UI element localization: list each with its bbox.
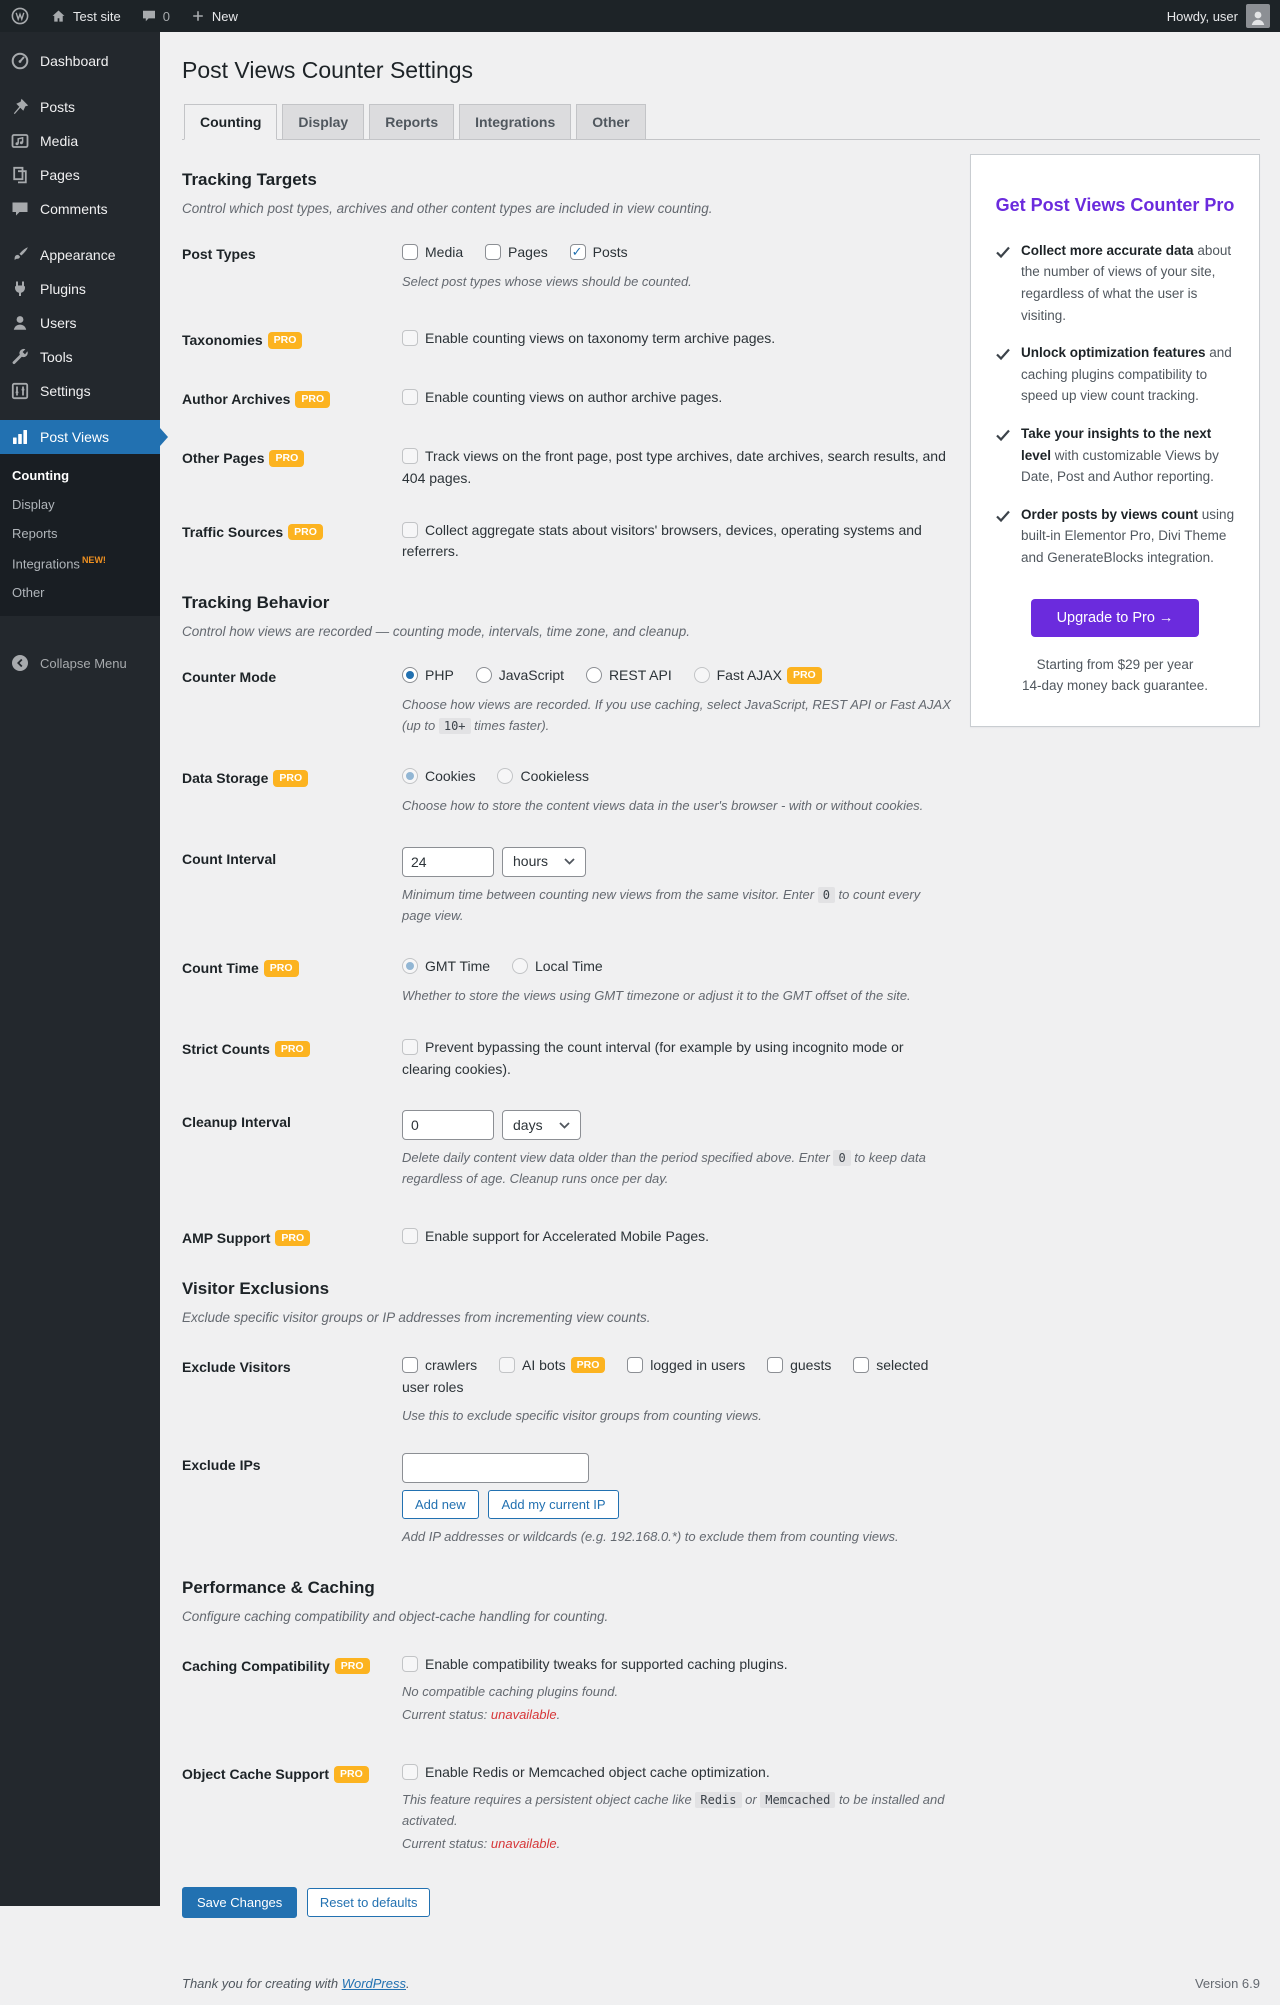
counter-mode-javascript-option[interactable]: JavaScript [476,667,564,683]
submenu-item-counting[interactable]: Counting [12,468,70,483]
strict-counts-option[interactable]: Prevent bypassing the count interval (for example by using incognito mode or clearing cookies). [402,1038,904,1077]
home-icon [50,8,67,25]
setting-row-count-interval [182,847,952,927]
menu-separator [0,408,160,420]
sidebar-label: Tools [40,349,73,365]
avatar [1246,4,1270,28]
radio-rest-api[interactable] [586,667,602,683]
radio-fast-ajax-disabled [694,667,710,683]
checkbox-posts-checked[interactable] [570,244,586,260]
pro-badge: PRO [295,391,330,408]
chart-bars-icon [10,427,30,447]
settings-icon [10,381,30,401]
check-icon [995,427,1011,488]
exclude-logged-in-option[interactable]: logged in users [627,1357,745,1373]
site-name: Test site [73,8,121,24]
setting-description: Select post types whose views should be counted. [402,273,692,289]
cleanup-interval-unit-select[interactable]: days [502,1110,581,1140]
amp-support-option[interactable]: Enable support for Accelerated Mobile Pages. [402,1228,709,1244]
pro-badge: PRO [787,667,822,684]
tab-integrations[interactable]: Integrations [459,104,571,140]
sidebar-item-pages[interactable] [0,158,160,192]
submenu-item-integrations[interactable]: Integrations $^{NEW!}$ [12,555,106,572]
pro-badge: PRO [268,332,303,349]
checkbox-crawlers[interactable] [402,1357,418,1373]
count-time-gmt-option[interactable]: GMT Time [402,958,490,974]
data-storage-cookies-option[interactable]: Cookies [402,768,476,784]
object-cache-option[interactable]: Enable Redis or Memcached object cache optimization. [402,1764,770,1780]
setting-row-post-types [182,242,952,292]
count-interval-input[interactable] [402,847,494,877]
pro-guarantee-line: 14-day money back guarantee. [1021,677,1209,693]
setting-row-exclude-visitors [182,1355,952,1427]
exclude-crawlers-option[interactable]: crawlers [402,1357,477,1373]
tab-reports[interactable]: Reports [369,104,454,140]
sidebar-label: Pages [40,167,80,183]
setting-description: Minimum time between counting new views from the same visitor. Enter 0 to count every page view. [402,886,921,923]
checkbox-media[interactable] [402,244,418,260]
wordpress-logo-icon [10,6,30,26]
comments-count: 0 [162,8,170,24]
dashboard-icon [10,51,30,71]
status-unavailable: unavailable [490,1836,557,1852]
object-cache-note: This feature requires a persistent object cache like Redis or Memcached to be installed and activated. [402,1791,945,1828]
setting-label: Count Interval [182,850,277,867]
setting-row-strict-counts [182,1037,952,1080]
tab-counting[interactable]: Counting [184,104,277,140]
tools-icon [10,347,30,367]
pro-upsell-card [970,154,1260,728]
caching-status: Current status: unavailable. [402,1707,561,1723]
sidebar-label: Media [40,133,79,149]
data-storage-cookieless-option[interactable]: Cookieless [497,768,588,784]
page-title: Post Views Counter Settings [182,57,474,83]
tab-other[interactable]: Other [576,104,645,140]
pro-feature: Order posts by views count using built-in Elementor Pro, Divi Theme and GenerateBlocks integration. [995,504,1235,569]
wordpress-link[interactable]: WordPress [341,1976,406,1992]
checkbox-strict-counts-disabled [402,1039,418,1055]
post-types-pages-option[interactable]: Pages [485,244,548,260]
exclude-ai-bots-option[interactable]: AI bots PRO [499,1357,605,1373]
settings-form [182,140,952,1918]
sidebar-item-post-views[interactable] [0,420,160,454]
admin-footer [182,1976,1260,2005]
save-changes-button[interactable]: Save Changes [182,1887,297,1918]
setting-row-count-time [182,956,952,1006]
checkbox-other-pages-disabled [402,448,418,464]
sidebar-item-users[interactable] [0,306,160,340]
checkbox-taxonomies-disabled [402,330,418,346]
author-archives-option[interactable]: Enable counting views on author archive pages. [402,389,722,405]
settings-tabs [182,104,1260,140]
radio-cookieless-disabled [497,768,513,784]
pro-price-line: Starting from $29 per year [1036,656,1194,672]
radio-php-selected[interactable] [402,667,418,683]
pro-badge: PRO [273,770,308,787]
status-unavailable: unavailable [490,1707,557,1723]
traffic-sources-option[interactable]: Collect aggregate stats about visitors' browsers, devices, operating systems and referrers. [402,521,922,560]
setting-label: Count Time PRO [182,956,402,1006]
setting-row-exclude-ips [182,1453,952,1548]
sidebar-label: Post Views [40,429,109,445]
checkbox-logged-in-users[interactable] [627,1357,643,1373]
main-content [160,32,1280,1992]
sidebar-label: Posts [40,99,76,115]
plugins-icon [10,279,30,299]
footer-thanks: Thank you for creating with WordPress. [182,1976,410,1992]
sidebar-item-media[interactable] [0,124,160,158]
setting-label: Cleanup Interval [182,1114,291,1131]
setting-row-other-pages [182,446,952,489]
checkbox-ai-bots-disabled [499,1357,515,1373]
radio-cookies-selected-disabled [402,768,418,784]
submenu-item-other[interactable]: Other [12,585,45,601]
setting-label: Author Archives PRO [182,387,402,410]
pro-badge: PRO [335,1658,370,1675]
site-name-menu[interactable] [40,0,131,32]
section-title-tracking-targets: Tracking Targets [182,169,317,189]
media-icon [10,131,30,151]
pro-badge: PRO [275,1041,310,1058]
checkbox-amp-disabled [402,1228,418,1244]
reset-defaults-button[interactable]: Reset to defaults [307,1888,431,1917]
sidebar-item-settings[interactable] [0,374,160,408]
pro-card-title: Get Post Views Counter Pro [995,194,1235,215]
pro-feature: Take your insights to the next level with customizable Views by Date, Post and Author reporting. [995,423,1235,488]
section-title-performance-caching: Performance & Caching [182,1577,375,1597]
sidebar-label: Settings [40,383,91,399]
chevron-down-icon [564,858,575,865]
menu-separator [0,226,160,238]
setting-description: Choose how to store the content views data in the user's browser - with or without cookies. [402,798,924,814]
section-description: Exclude specific visitor groups or IP addresses from incrementing view counts. [182,1309,651,1325]
pro-badge: PRO [334,1766,369,1783]
section-title-visitor-exclusions: Visitor Exclusions [182,1278,330,1298]
sidebar-item-comments[interactable] [0,192,160,226]
chevron-down-icon [559,1122,570,1129]
section-description: Control how views are recorded — counting mode, intervals, time zone, and cleanup. [182,624,691,640]
collapse-label: Collapse Menu [40,655,127,671]
sidebar-label: Appearance [40,247,116,263]
setting-description: Choose how views are recorded. If you use caching, select JavaScript, REST API or Fast AJAX (up to 10+ times faster). [402,696,951,733]
cleanup-interval-input[interactable] [402,1110,494,1140]
code-chip: 10+ [439,718,471,734]
other-pages-option[interactable]: Track views on the front page, post type archives, date archives, search results, and 404 pages. [402,448,946,487]
pro-badge: PRO [288,524,323,541]
section-description: Configure caching compatibility and object-cache handling for counting. [182,1608,609,1624]
exclude-roles-option[interactable]: selected user roles [402,1356,929,1395]
new-content-menu[interactable] [180,0,248,32]
account-menu[interactable] [1157,0,1280,32]
admin-bar [0,0,1280,32]
object-cache-status: Current status: unavailable. [402,1836,561,1852]
admin-sidebar [0,32,160,1906]
setting-row-cleanup-interval [182,1110,952,1190]
checkbox-author-archives-disabled [402,389,418,405]
setting-label: Exclude IPs [182,1457,261,1474]
code-chip: Memcached [760,1792,835,1808]
count-interval-unit-select[interactable]: hours [502,847,586,877]
setting-label: Caching Compatibility PRO [182,1654,402,1726]
comments-menu[interactable] [131,0,180,32]
footer-version: Version 6.9 [1194,1976,1260,1992]
radio-javascript[interactable] [476,667,492,683]
checkbox-selected-roles[interactable] [853,1357,869,1373]
setting-label: AMP Support PRO [182,1226,402,1249]
pin-icon [10,97,30,117]
setting-label: Traffic Sources PRO [182,520,402,563]
check-icon [995,244,1011,326]
taxonomies-option[interactable]: Enable counting views on taxonomy term archive pages. [402,330,775,346]
pro-feature: Unlock optimization features and caching plugins compatibility to speed up view count tracking. [995,342,1235,407]
post-types-posts-option[interactable]: ✓ Posts [570,244,628,260]
plus-icon [190,8,206,24]
setting-label: Other Pages PRO [182,446,402,489]
setting-label: Counter Mode [182,669,277,686]
sidebar-label: Comments [40,201,108,217]
setting-label: Post Types [182,245,256,262]
appearance-icon [10,245,30,265]
sidebar-label: Users [40,315,77,331]
setting-row-author-archives [182,387,952,410]
pages-icon [10,165,30,185]
submit-row [182,1887,952,1918]
radio-gmt-selected-disabled [402,958,418,974]
checkbox-pages[interactable] [485,244,501,260]
setting-row-amp-support [182,1226,952,1249]
setting-description: Delete daily content view data older than the period specified above. Enter 0 to keep data regardless of age. Cleanup runs once per day. [402,1150,926,1187]
setting-row-counter-mode [182,665,952,736]
comments-icon [10,199,30,219]
setting-row-traffic-sources [182,520,952,563]
setting-row-caching-compatibility [182,1654,952,1726]
sidebar-label: Dashboard [40,53,109,69]
pro-feature-list [995,240,1235,569]
sidebar-item-dashboard[interactable] [0,44,160,78]
add-current-ip-button[interactable]: Add my current IP [488,1490,618,1519]
checkbox-guests[interactable] [767,1357,783,1373]
setting-label: Object Cache Support PRO [182,1762,402,1855]
pro-badge: PRO [269,450,304,467]
menu-separator [0,78,160,90]
checkbox-object-cache-disabled [402,1764,418,1780]
count-time-local-option[interactable]: Local Time [512,958,603,974]
collapse-menu-button[interactable] [0,646,160,680]
new-label: New [211,8,238,24]
post-types-media-option[interactable]: Media [402,244,463,260]
section-description: Control which post types, archives and other content types are included in view counting. [182,200,713,216]
check-icon [995,508,1011,569]
submenu-item-display[interactable]: Display [12,497,55,512]
code-chip: Redis [695,1792,741,1808]
setting-label: Data Storage PRO [182,766,402,816]
exclude-ips-input[interactable] [402,1453,589,1483]
submenu-item-reports[interactable]: Reports [12,526,58,541]
pro-badge: PRO [571,1357,606,1374]
setting-label: Exclude Visitors [182,1358,291,1375]
code-chip: 0 [818,887,835,903]
counter-mode-fast-ajax-option[interactable]: Fast AJAX PRO [694,667,822,683]
code-chip: 0 [833,1150,850,1166]
sidebar-item-tools[interactable] [0,340,160,374]
wp-logo-menu[interactable] [0,0,40,32]
counter-mode-php-option[interactable]: PHP [402,667,454,683]
setting-label: Taxonomies PRO [182,328,402,351]
tab-display[interactable]: Display [282,104,364,140]
pro-badge: PRO [275,1230,310,1247]
setting-row-object-cache [182,1762,952,1855]
new-badge: NEW! [81,555,106,565]
exclude-guests-option[interactable]: guests [767,1357,831,1373]
howdy-text: Howdy, user [1166,8,1238,24]
setting-label: Strict Counts PRO [182,1037,402,1080]
checkbox-traffic-sources-disabled [402,522,418,538]
caching-compat-option[interactable]: Enable compatibility tweaks for supported caching plugins. [402,1656,788,1672]
caching-note: No compatible caching plugins found. [402,1683,619,1699]
sidebar-label: Plugins [40,281,86,297]
checkbox-caching-compat-disabled [402,1656,418,1672]
counter-mode-rest-api-option[interactable]: REST API [586,667,672,683]
upgrade-to-pro-button[interactable]: Upgrade to Pro → [1031,599,1200,637]
pro-feature: Collect more accurate data about the number of views of your site, regardless of what the user is visiting. [995,240,1235,326]
sidebar-item-plugins[interactable] [0,272,160,306]
setting-row-taxonomies [182,328,952,351]
radio-local-disabled [512,958,528,974]
post-views-submenu [0,454,160,616]
setting-description: Use this to exclude specific visitor groups from counting views. [402,1408,762,1424]
collapse-icon [10,653,30,673]
pro-badge: PRO [264,960,299,977]
add-new-ip-button[interactable]: Add new [402,1490,479,1519]
setting-description: Whether to store the views using GMT timezone or adjust it to the GMT offset of the site. [402,988,911,1004]
comments-bubble-icon [141,8,157,24]
setting-row-data-storage [182,766,952,816]
setting-description: Add IP addresses or wildcards (e.g. 192.168.0.*) to exclude them from counting views. [402,1529,899,1545]
section-title-tracking-behavior: Tracking Behavior [182,593,330,613]
check-icon [995,346,1011,407]
users-icon [10,313,30,333]
sidebar-item-posts[interactable] [0,90,160,124]
sidebar-item-appearance[interactable] [0,238,160,272]
